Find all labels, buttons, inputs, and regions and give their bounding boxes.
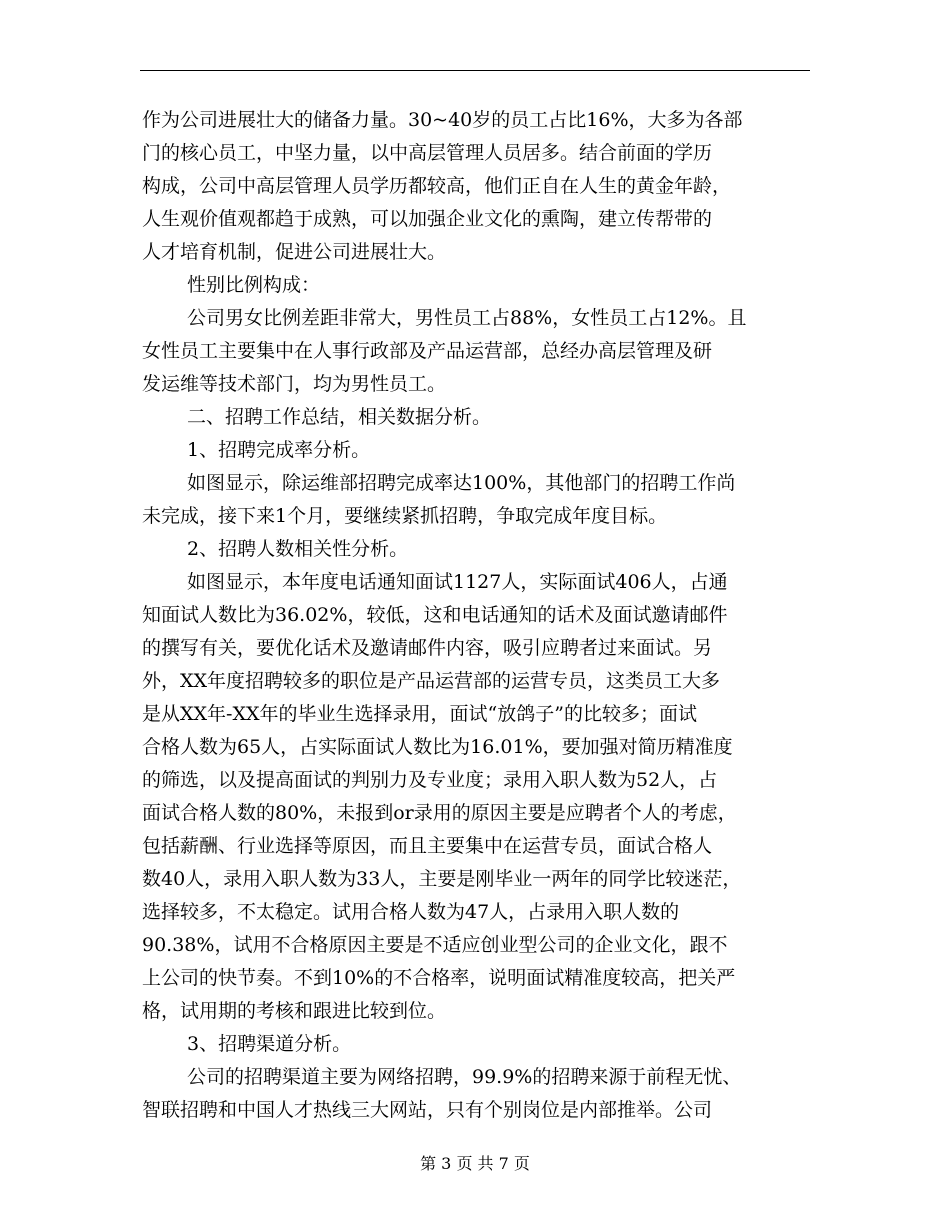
text-line: 如图显示，本年度电话通知面试1127人，实际面试406人，占通 bbox=[187, 571, 728, 593]
text-line: 外，XX年度招聘较多的职位是产品运营部的运营专员，这类员工大多 bbox=[142, 670, 721, 692]
text-line: 性别比例构成： bbox=[187, 274, 321, 296]
text-line: 是从XX年-XX年的毕业生选择录用，面试“放鸽子”的比较多；面试 bbox=[142, 703, 697, 725]
text-line: 如图显示，除运维部招聘完成率达100%，其他部门的招聘工作尚 bbox=[187, 472, 736, 494]
text-line: 未完成，接下来1个月，要继续紧抓招聘，争取完成年度目标。 bbox=[142, 505, 668, 527]
text-line: 上公司的快节奏。不到10%的不合格率，说明面试精准度较高，把关严 bbox=[142, 967, 736, 989]
text-line: 90.38%，试用不合格原因主要是不适应创业型公司的企业文化，跟不 bbox=[142, 934, 728, 956]
text-line: 面试合格人数的80%，未报到or录用的原因主要是应聘者个人的考虑， bbox=[142, 802, 737, 824]
text-line: 女性员工主要集中在人事行政部及产品运营部，总经办高层管理及研 bbox=[142, 340, 713, 362]
text-line: 门的核心员工，中坚力量，以中高层管理人员居多。结合前面的学历 bbox=[142, 142, 713, 164]
text-line: 格，试用期的考核和跟进比较到位。 bbox=[142, 1000, 447, 1022]
text-line: 合格人数为65人，占实际面试人数比为16.01%，要加强对简历精准度 bbox=[142, 736, 733, 758]
text-line: 智联招聘和中国人才热线三大网站，只有个别岗位是内部推举。公司 bbox=[142, 1099, 713, 1121]
text-line: 人生观价值观都趋于成熟，可以加强企业文化的熏陶，建立传帮带的 bbox=[142, 208, 713, 230]
text-line: 的筛选，以及提高面试的判别力及专业度；录用入职人数为52人，占 bbox=[142, 769, 718, 791]
text-line: 的撰写有关，要优化话术及邀请邮件内容，吸引应聘者过来面试。另 bbox=[142, 637, 713, 659]
text-line: 3、招聘渠道分析。 bbox=[187, 1033, 352, 1055]
text-line: 包括薪酬、行业选择等原因，而且主要集中在运营专员，面试合格人 bbox=[142, 835, 713, 857]
text-line: 公司的招聘渠道主要为网络招聘，99.9%的招聘来源于前程无忧、 bbox=[187, 1066, 742, 1088]
text-line: 知面试人数比为36.02%，较低，这和电话通知的话术及面试邀请邮件 bbox=[142, 604, 728, 626]
document-body bbox=[142, 104, 842, 1127]
text-line: 构成，公司中高层管理人员学历都较高，他们正自在人生的黄金年龄， bbox=[142, 175, 732, 197]
text-line: 2、招聘人数相关性分析。 bbox=[187, 538, 409, 560]
text-line: 公司男女比例差距非常大，男性员工占88%，女性员工占12%。且 bbox=[187, 307, 747, 329]
text-line: 1、招聘完成率分析。 bbox=[187, 439, 371, 461]
header-rule bbox=[140, 70, 810, 71]
text-line: 发运维等技术部门，均为男性员工。 bbox=[142, 373, 447, 395]
text-line: 数40人，录用入职人数为33人，主要是刚毕业一两年的同学比较迷茫， bbox=[142, 868, 742, 890]
text-line: 作为公司进展壮大的储备力量。30~40岁的员工占比16%，大多为各部 bbox=[142, 109, 743, 131]
text-line: 二、招聘工作总结，相关数据分析。 bbox=[187, 406, 492, 428]
text-line: 选择较多，不太稳定。试用合格人数为47人，占录用入职人数的 bbox=[142, 901, 680, 923]
page-footer: 第 3 页 共 7 页 bbox=[420, 1154, 530, 1173]
text-line: 人才培育机制，促进公司进展壮大。 bbox=[142, 241, 447, 263]
